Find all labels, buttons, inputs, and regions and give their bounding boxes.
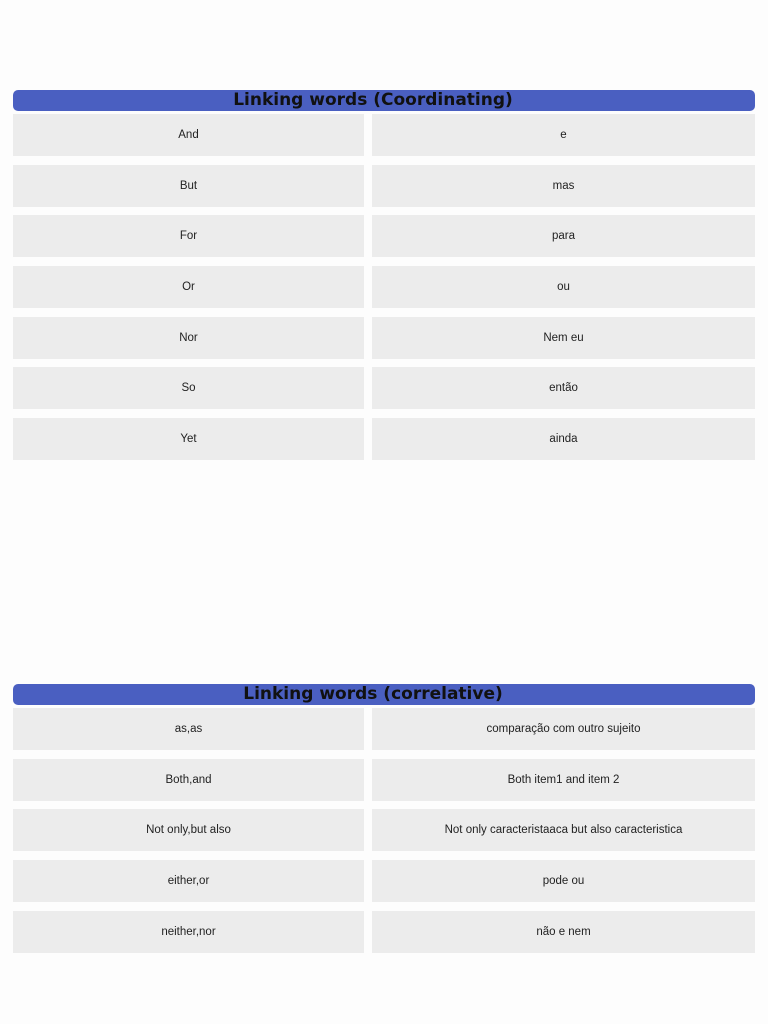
table-row bbox=[13, 367, 755, 409]
english-cell: And bbox=[13, 114, 364, 156]
portuguese-cell: para bbox=[372, 215, 755, 257]
table-title: Linking words (Coordinating) bbox=[13, 90, 755, 111]
english-cell: For bbox=[13, 215, 364, 257]
table-row bbox=[13, 418, 755, 460]
portuguese-cell: pode ou bbox=[372, 860, 755, 902]
table-title: Linking words (correlative) bbox=[13, 684, 755, 705]
table-rows bbox=[13, 114, 755, 460]
table-row bbox=[13, 911, 755, 953]
portuguese-cell: então bbox=[372, 367, 755, 409]
table-row bbox=[13, 317, 755, 359]
english-cell: Both,and bbox=[13, 759, 364, 801]
portuguese-cell: comparação com outro sujeito bbox=[372, 708, 755, 750]
english-cell: So bbox=[13, 367, 364, 409]
table-row bbox=[13, 165, 755, 207]
portuguese-cell: Not only caracteristaaca but also caracteristica bbox=[372, 809, 755, 851]
table-row bbox=[13, 114, 755, 156]
table-rows bbox=[13, 708, 755, 953]
english-cell: as,as bbox=[13, 708, 364, 750]
english-cell: But bbox=[13, 165, 364, 207]
english-cell: neither,nor bbox=[13, 911, 364, 953]
coordinating-table bbox=[13, 90, 755, 469]
table-row bbox=[13, 860, 755, 902]
english-cell: Not only,but also bbox=[13, 809, 364, 851]
table-row bbox=[13, 759, 755, 801]
english-cell: either,or bbox=[13, 860, 364, 902]
table-row bbox=[13, 708, 755, 750]
portuguese-cell: não e nem bbox=[372, 911, 755, 953]
english-cell: Or bbox=[13, 266, 364, 308]
portuguese-cell: Nem eu bbox=[372, 317, 755, 359]
correlative-table bbox=[13, 684, 755, 961]
portuguese-cell: ou bbox=[372, 266, 755, 308]
portuguese-cell: ainda bbox=[372, 418, 755, 460]
table-row bbox=[13, 266, 755, 308]
english-cell: Yet bbox=[13, 418, 364, 460]
table-row bbox=[13, 809, 755, 851]
portuguese-cell: Both item1 and item 2 bbox=[372, 759, 755, 801]
portuguese-cell: mas bbox=[372, 165, 755, 207]
portuguese-cell: e bbox=[372, 114, 755, 156]
table-row bbox=[13, 215, 755, 257]
english-cell: Nor bbox=[13, 317, 364, 359]
